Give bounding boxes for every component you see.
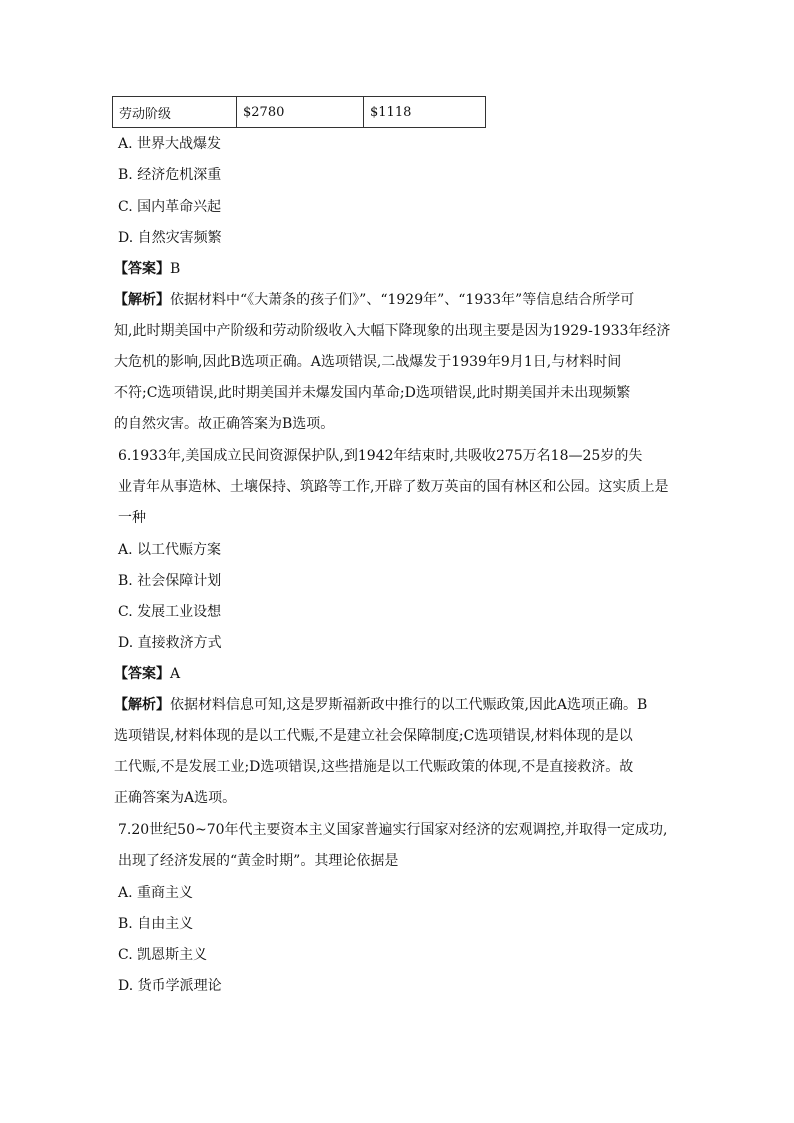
stem-line: 6.1933年,美国成立民间资源保护队,到1942年结束时,共吸收275万名18—25岁的失 bbox=[118, 448, 643, 464]
table-row bbox=[113, 97, 486, 128]
income-table bbox=[112, 96, 486, 128]
analysis-line: 正确答案为A选项。 bbox=[114, 790, 237, 806]
analysis-line: 大危机的影响,因此B选项正确。A选项错误,二战爆发于1939年9月1日,与材料时间 bbox=[114, 354, 622, 370]
q6-analysis bbox=[114, 695, 674, 819]
answer-value: B bbox=[170, 261, 181, 277]
answer-tag: 【答案】 bbox=[114, 666, 170, 682]
analysis-line: 【解析】依据材料信息可知,这是罗斯福新政中推行的以工代赈政策,因此A选项正确。B bbox=[114, 697, 648, 713]
q6-option-c: C. 发展工业设想 bbox=[118, 604, 222, 620]
analysis-tag: 【解析】 bbox=[114, 697, 170, 713]
analysis-line: 【解析】依据材料中“《大萧条的孩子们》”、“1929年”、“1933年”等信息结合所学可 bbox=[114, 292, 635, 308]
q6-option-a: A. 以工代赈方案 bbox=[118, 542, 222, 558]
table-cell-income-2: $1118 bbox=[364, 97, 486, 128]
q7-stem bbox=[118, 820, 678, 882]
analysis-line: 不符;C选项错误,此时期美国并未爆发国内革命;D选项错误,此时期美国并未出现频繁 bbox=[114, 385, 631, 401]
q7-option-c: C. 凯恩斯主义 bbox=[118, 947, 208, 963]
analysis-line: 的自然灾害。故正确答案为B选项。 bbox=[114, 416, 335, 432]
q7-option-b: B. 自由主义 bbox=[118, 916, 194, 932]
q5-option-c: C. 国内革命兴起 bbox=[118, 199, 222, 215]
table-cell-class: 劳动阶级 bbox=[113, 97, 237, 128]
answer-value: A bbox=[170, 666, 181, 682]
stem-line: 业青年从事造林、土壤保持、筑路等工作,开辟了数万英亩的国有林区和公园。这实质上是 bbox=[118, 479, 669, 495]
q5-option-a: A. 世界大战爆发 bbox=[118, 136, 222, 152]
q6-stem bbox=[118, 446, 678, 539]
q5-option-b: B. 经济危机深重 bbox=[118, 167, 222, 183]
q6-option-d: D. 直接救济方式 bbox=[118, 635, 222, 651]
table-cell-income-1: $2780 bbox=[237, 97, 364, 128]
q7-option-d: D. 货币学派理论 bbox=[118, 978, 222, 994]
analysis-line: 工代赈,不是发展工业;D选项错误,这些措施是以工代赈政策的体现,不是直接救济。故 bbox=[114, 759, 634, 775]
stem-line: 出现了经济发展的“黄金时期”。其理论依据是 bbox=[118, 853, 399, 869]
q5-option-d: D. 自然灾害频繁 bbox=[118, 230, 222, 246]
q5-answer bbox=[114, 259, 180, 279]
stem-line: 7.20世纪50~70年代主要资本主义国家普遍实行国家对经济的宏观调控,并取得一定成功, bbox=[118, 822, 668, 838]
q6-option-b: B. 社会保障计划 bbox=[118, 573, 222, 589]
q7-option-a: A. 重商主义 bbox=[118, 885, 194, 901]
analysis-tag: 【解析】 bbox=[114, 292, 170, 308]
answer-tag: 【答案】 bbox=[114, 261, 170, 277]
analysis-line: 知,此时期美国中产阶级和劳动阶级收入大幅下降现象的出现主要是因为1929-1933年经济 bbox=[114, 323, 671, 339]
stem-line: 一种 bbox=[118, 510, 146, 526]
analysis-line: 选项错误,材料体现的是以工代赈,不是建立社会保障制度;C选项错误,材料体现的是以 bbox=[114, 728, 633, 744]
q5-analysis bbox=[114, 290, 674, 445]
q6-answer bbox=[114, 664, 180, 684]
